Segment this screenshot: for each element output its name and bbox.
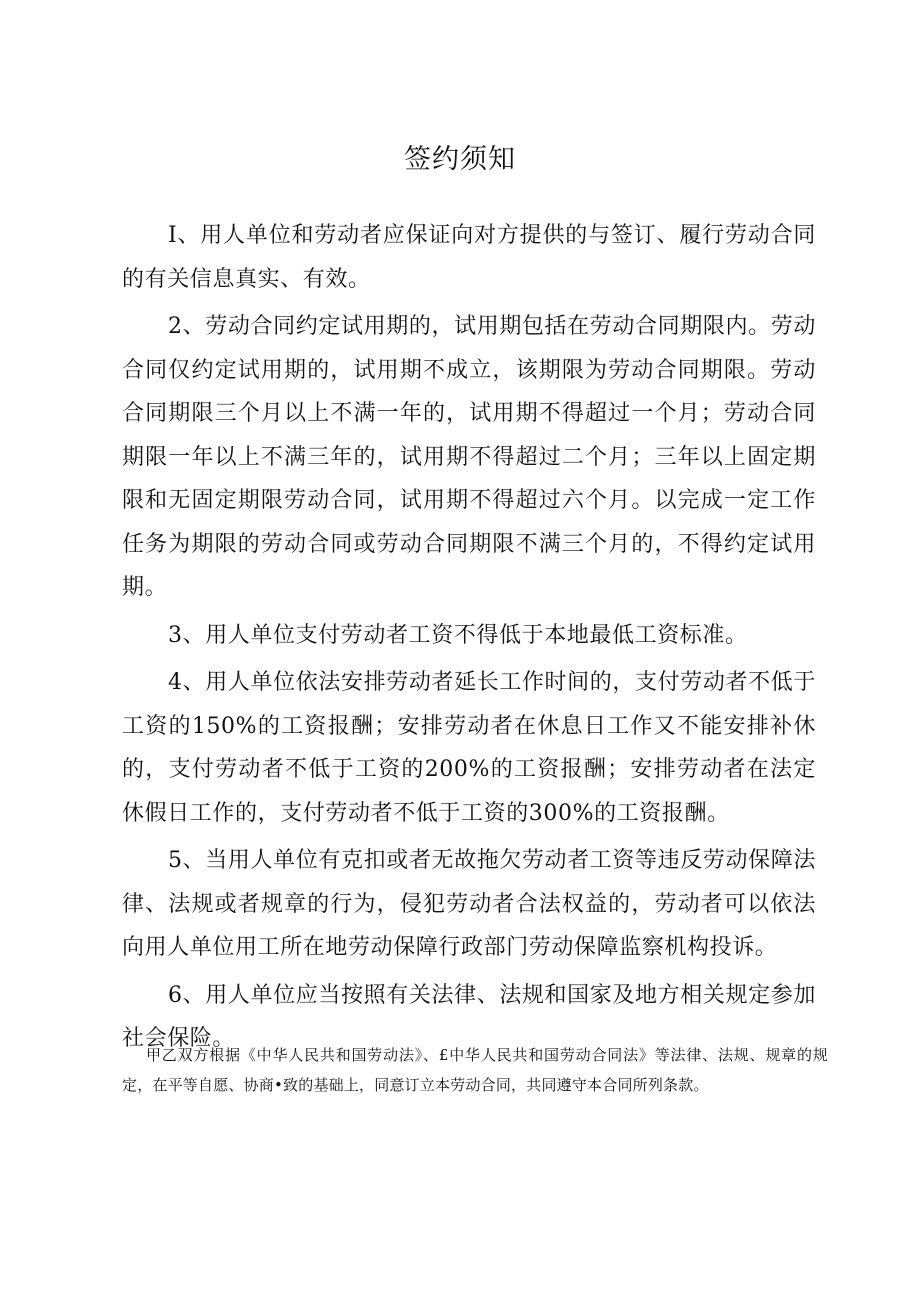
notice-item-5: 5、当用人单位有克扣或者无故拖欠劳动者工资等违反劳动保障法律、法规或者规章的行为，侵犯劳动者合法权益的，劳动者可以依法向用人单位用工所在地劳动保障行政部门劳动保障监察机构投诉。 xyxy=(122,848,816,960)
notice-item-6: 6、用人单位应当按照有关法律、法规和国家及地方相关规定参加社会保险。 xyxy=(122,982,816,1051)
notice-item-3: 3、用人单位支付劳动者工资不得低于本地最低工资标准。 xyxy=(168,622,748,648)
notice-body xyxy=(122,214,816,1065)
contract-preamble xyxy=(122,1040,828,1100)
page-title: 签约须知 xyxy=(404,144,516,175)
notice-item-2: 2、劳动合同约定试用期的，试用期包括在劳动合同期限内。劳动合同仅约定试用期的，试用期不成立，该期限为劳动合同期限。劳动合同期限三个月以上不满一年的，试用期不得超过一个月；劳动合同期限一年以上不满三年的，试用期不得超过二个月；三年以上固定期限和无固定期限劳动合同，试用期不得超过六个月。以完成一定工作任务为期限的劳动合同或劳动合同期限不满三个月的，不得约定试用期。 xyxy=(122,314,816,600)
contract-preamble-text: 甲乙双方根据《中华人民共和国劳动法》、£中华人民共和国劳动合同法》等法律、法规、规章的规定，在平等自愿、协商•致的基础上，同意订立本劳动合同，共同遵守本合同所列条款。 xyxy=(122,1046,828,1094)
notice-item-4: 4、用人单位依法安排劳动者延长工作时间的，支付劳动者不低于工资的150%的工资报酬；安排劳动者在休息日工作又不能安排补休的，支付劳动者不低于工资的200%的工资报酬；安排劳动者在法定休假日工作的，支付劳动者不低于工资的300%的工资报酬。 xyxy=(122,670,816,826)
notice-item-1: I、用人单位和劳动者应保证向对方提供的与签订、履行劳动合同的有关信息真实、有效。 xyxy=(122,223,816,292)
